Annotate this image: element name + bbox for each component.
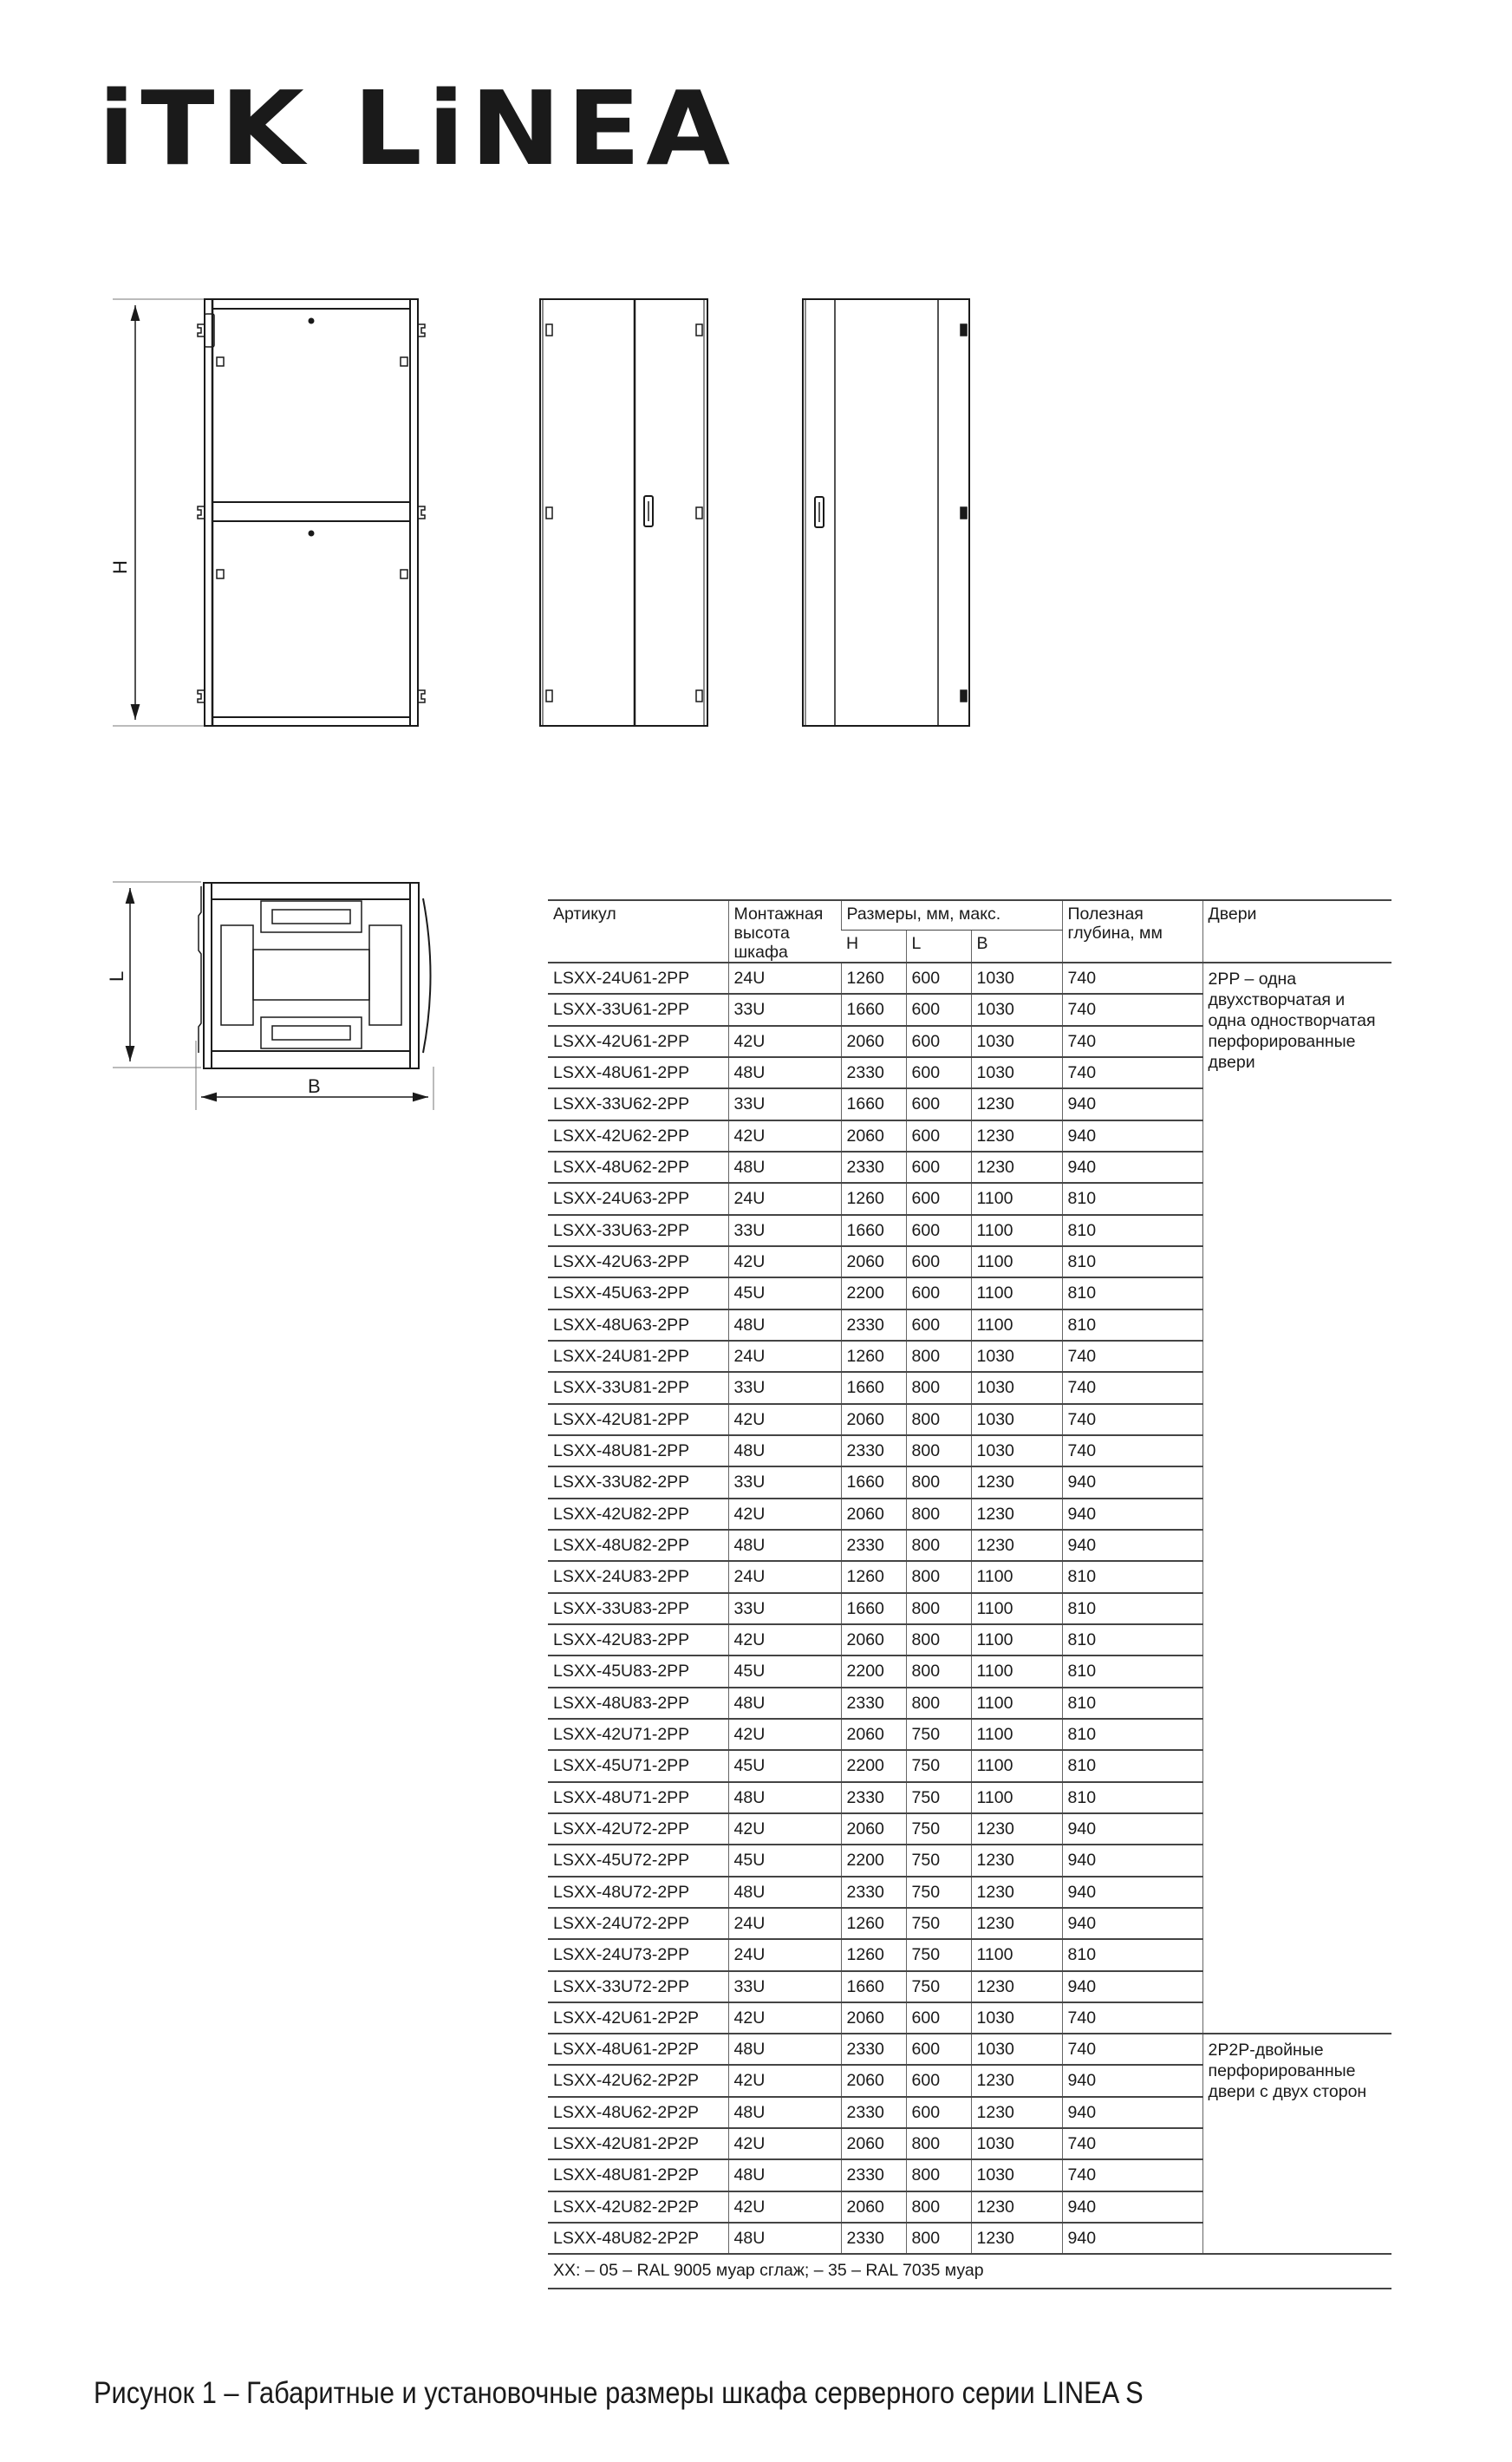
cell-useful-depth: 940 — [1062, 1088, 1202, 1120]
cell-article: LSXX-24U73-2PP — [548, 1939, 728, 1970]
cell-useful-depth: 940 — [1062, 1971, 1202, 2002]
depth-dimension-label: L — [106, 970, 127, 982]
cell-b: 1030 — [971, 1372, 1062, 1403]
cell-b: 1100 — [971, 1719, 1062, 1750]
cell-h: 2200 — [841, 1845, 906, 1876]
cell-h: 2060 — [841, 2002, 906, 2034]
cell-mount-height: 48U — [728, 1782, 841, 1813]
cell-h: 1660 — [841, 1593, 906, 1624]
cell-article: LSXX-42U61-2PP — [548, 1026, 728, 1057]
cell-l: 600 — [906, 2065, 971, 2096]
cell-h: 2330 — [841, 2223, 906, 2254]
cell-l: 800 — [906, 1372, 971, 1403]
cell-l: 750 — [906, 1750, 971, 1781]
cell-b: 1100 — [971, 1277, 1062, 1309]
cell-b: 1030 — [971, 963, 1062, 994]
cell-b: 1100 — [971, 1183, 1062, 1214]
header-b: B — [971, 931, 1062, 963]
header-doors: Двери — [1202, 900, 1391, 963]
cell-l: 600 — [906, 2034, 971, 2065]
cell-b: 1230 — [971, 2097, 1062, 2128]
cell-h: 2330 — [841, 1309, 906, 1341]
cell-mount-height: 24U — [728, 1939, 841, 1970]
cell-l: 600 — [906, 1152, 971, 1183]
cell-article: LSXX-33U81-2PP — [548, 1372, 728, 1403]
cell-h: 2060 — [841, 1499, 906, 1530]
cell-l: 800 — [906, 2191, 971, 2223]
header-useful-depth: Полезная глубина, мм — [1062, 900, 1202, 963]
cell-article: LSXX-45U83-2PP — [548, 1655, 728, 1687]
cell-b: 1100 — [971, 1688, 1062, 1719]
cell-mount-height: 33U — [728, 1088, 841, 1120]
cell-article: LSXX-48U81-2P2P — [548, 2159, 728, 2191]
cell-b: 1100 — [971, 1655, 1062, 1687]
cell-l: 750 — [906, 1908, 971, 1939]
cell-b: 1030 — [971, 2128, 1062, 2159]
cell-mount-height: 45U — [728, 1750, 841, 1781]
cell-mount-height: 48U — [728, 1530, 841, 1561]
cell-l: 600 — [906, 1183, 971, 1214]
cell-l: 600 — [906, 2002, 971, 2034]
cell-mount-height: 42U — [728, 1026, 841, 1057]
cell-mount-height: 24U — [728, 1183, 841, 1214]
cell-b: 1230 — [971, 2223, 1062, 2254]
cell-mount-height: 24U — [728, 963, 841, 994]
cell-h: 1260 — [841, 1908, 906, 1939]
cell-article: LSXX-24U83-2PP — [548, 1561, 728, 1592]
dimensions-table — [548, 899, 1391, 2255]
cell-b: 1030 — [971, 2034, 1062, 2065]
table-row — [548, 2034, 1391, 2065]
cell-useful-depth: 740 — [1062, 963, 1202, 994]
cell-article: LSXX-48U71-2PP — [548, 1782, 728, 1813]
cell-h: 1660 — [841, 1971, 906, 2002]
cell-useful-depth: 940 — [1062, 1813, 1202, 1845]
cell-h: 2060 — [841, 1813, 906, 1845]
rear-view-drawing — [803, 299, 969, 726]
cell-h: 2060 — [841, 2191, 906, 2223]
cell-mount-height: 48U — [728, 1309, 841, 1341]
cell-b: 1230 — [971, 1530, 1062, 1561]
cell-article: LSXX-48U82-2P2P — [548, 2223, 728, 2254]
cell-useful-depth: 810 — [1062, 1782, 1202, 1813]
cell-b: 1100 — [971, 1561, 1062, 1592]
cell-mount-height: 33U — [728, 1372, 841, 1403]
cell-mount-height: 42U — [728, 1813, 841, 1845]
cell-article: LSXX-42U82-2PP — [548, 1499, 728, 1530]
header-h: H — [841, 931, 906, 963]
cell-mount-height: 45U — [728, 1277, 841, 1309]
cell-l: 750 — [906, 1719, 971, 1750]
top-view-drawing — [113, 882, 433, 1110]
cell-mount-height: 33U — [728, 1466, 841, 1498]
cell-l: 800 — [906, 1435, 971, 1466]
cell-article: LSXX-24U63-2PP — [548, 1183, 728, 1214]
cell-doors: 2P2P-двойные перфорированные двери с двух сторон — [1202, 2034, 1391, 2254]
cell-h: 2200 — [841, 1277, 906, 1309]
cell-article: LSXX-42U62-2P2P — [548, 2065, 728, 2096]
table-row — [548, 963, 1391, 994]
cell-l: 750 — [906, 1939, 971, 1970]
cell-b: 1230 — [971, 1466, 1062, 1498]
cell-h: 1260 — [841, 963, 906, 994]
cell-l: 750 — [906, 1813, 971, 1845]
cell-b: 1030 — [971, 2159, 1062, 2191]
cell-b: 1230 — [971, 1971, 1062, 2002]
cell-article: LSXX-24U61-2PP — [548, 963, 728, 994]
cell-article: LSXX-42U62-2PP — [548, 1120, 728, 1152]
cell-useful-depth: 940 — [1062, 1152, 1202, 1183]
cell-l: 800 — [906, 2223, 971, 2254]
cell-mount-height: 48U — [728, 2223, 841, 2254]
cell-useful-depth: 740 — [1062, 1341, 1202, 1372]
cell-mount-height: 42U — [728, 1120, 841, 1152]
cell-mount-height: 48U — [728, 1877, 841, 1908]
cell-useful-depth: 740 — [1062, 1026, 1202, 1057]
cell-article: LSXX-42U71-2PP — [548, 1719, 728, 1750]
cell-article: LSXX-24U81-2PP — [548, 1341, 728, 1372]
cell-useful-depth: 810 — [1062, 1624, 1202, 1655]
cell-article: LSXX-42U83-2PP — [548, 1624, 728, 1655]
cell-l: 800 — [906, 1466, 971, 1498]
cell-l: 800 — [906, 1341, 971, 1372]
cell-h: 2330 — [841, 1057, 906, 1088]
cell-useful-depth: 740 — [1062, 2128, 1202, 2159]
cell-l: 600 — [906, 1215, 971, 1246]
cell-l: 800 — [906, 1561, 971, 1592]
cell-mount-height: 48U — [728, 1435, 841, 1466]
cell-h: 2330 — [841, 2159, 906, 2191]
cell-l: 600 — [906, 994, 971, 1025]
cell-mount-height: 48U — [728, 2159, 841, 2191]
cell-l: 750 — [906, 1782, 971, 1813]
cell-mount-height: 48U — [728, 1057, 841, 1088]
cell-h: 2060 — [841, 1120, 906, 1152]
cell-b: 1230 — [971, 1813, 1062, 1845]
cell-mount-height: 45U — [728, 1655, 841, 1687]
width-dimension-label: B — [308, 1075, 321, 1097]
cell-l: 750 — [906, 1971, 971, 2002]
table-footnote: XX: – 05 – RAL 9005 муар сглаж; – 35 – RAL 7035 муар — [548, 2255, 1391, 2289]
cell-b: 1030 — [971, 1435, 1062, 1466]
cell-mount-height: 42U — [728, 2065, 841, 2096]
cell-h: 2330 — [841, 2034, 906, 2065]
cell-mount-height: 42U — [728, 1499, 841, 1530]
cell-useful-depth: 810 — [1062, 1215, 1202, 1246]
cell-mount-height: 33U — [728, 1215, 841, 1246]
cell-useful-depth: 740 — [1062, 2002, 1202, 2034]
cell-b: 1100 — [971, 1309, 1062, 1341]
cell-article: LSXX-48U62-2P2P — [548, 2097, 728, 2128]
cell-useful-depth: 810 — [1062, 1688, 1202, 1719]
cell-h: 2330 — [841, 2097, 906, 2128]
cell-b: 1100 — [971, 1782, 1062, 1813]
cell-mount-height: 42U — [728, 1719, 841, 1750]
cell-useful-depth: 810 — [1062, 1750, 1202, 1781]
cell-mount-height: 45U — [728, 1845, 841, 1876]
cell-h: 2330 — [841, 1688, 906, 1719]
cell-b: 1230 — [971, 1120, 1062, 1152]
cell-h: 2330 — [841, 1435, 906, 1466]
cell-mount-height: 42U — [728, 1246, 841, 1277]
cell-b: 1230 — [971, 1499, 1062, 1530]
cell-useful-depth: 740 — [1062, 1404, 1202, 1435]
cell-article: LSXX-42U61-2P2P — [548, 2002, 728, 2034]
cell-l: 800 — [906, 1530, 971, 1561]
cell-h: 2330 — [841, 1877, 906, 1908]
cell-b: 1230 — [971, 1908, 1062, 1939]
cell-useful-depth: 940 — [1062, 1466, 1202, 1498]
cell-useful-depth: 740 — [1062, 1435, 1202, 1466]
cell-b: 1030 — [971, 1341, 1062, 1372]
header-l: L — [906, 931, 971, 963]
cell-useful-depth: 940 — [1062, 2097, 1202, 2128]
cell-b: 1100 — [971, 1215, 1062, 1246]
cell-b: 1030 — [971, 1026, 1062, 1057]
cell-h: 1260 — [841, 1939, 906, 1970]
cell-useful-depth: 810 — [1062, 1309, 1202, 1341]
cell-mount-height: 48U — [728, 1688, 841, 1719]
cell-article: LSXX-48U81-2PP — [548, 1435, 728, 1466]
cell-h: 2330 — [841, 1530, 906, 1561]
cell-mount-height: 42U — [728, 2191, 841, 2223]
cell-mount-height: 42U — [728, 1404, 841, 1435]
cell-useful-depth: 740 — [1062, 1057, 1202, 1088]
cell-article: LSXX-33U63-2PP — [548, 1215, 728, 1246]
cell-useful-depth: 740 — [1062, 2159, 1202, 2191]
cell-article: LSXX-48U83-2PP — [548, 1688, 728, 1719]
cell-h: 2200 — [841, 1655, 906, 1687]
cell-article: LSXX-48U82-2PP — [548, 1530, 728, 1561]
header-mount-height: Монтажная высота шкафа — [728, 900, 841, 963]
cell-b: 1230 — [971, 2191, 1062, 2223]
cell-useful-depth: 810 — [1062, 1277, 1202, 1309]
cell-useful-depth: 810 — [1062, 1939, 1202, 1970]
cell-b: 1230 — [971, 1845, 1062, 1876]
cell-useful-depth: 940 — [1062, 2223, 1202, 2254]
figure-caption: Рисунок 1 – Габаритные и установочные размеры шкафа серверного серии LINEA S — [94, 2376, 1144, 2410]
cell-doors: 2PP – одна двухстворчатая и одна одностворчатая перфорированные двери — [1202, 963, 1391, 2034]
cell-h: 1260 — [841, 1341, 906, 1372]
cell-h: 1660 — [841, 1088, 906, 1120]
cell-l: 800 — [906, 1688, 971, 1719]
cell-article: LSXX-42U81-2PP — [548, 1404, 728, 1435]
cell-l: 600 — [906, 1057, 971, 1088]
cell-useful-depth: 940 — [1062, 1845, 1202, 1876]
cell-h: 2200 — [841, 1750, 906, 1781]
cell-article: LSXX-33U61-2PP — [548, 994, 728, 1025]
cell-b: 1100 — [971, 1593, 1062, 1624]
cell-b: 1230 — [971, 1088, 1062, 1120]
cell-l: 600 — [906, 963, 971, 994]
cell-mount-height: 24U — [728, 1341, 841, 1372]
cell-l: 600 — [906, 2097, 971, 2128]
cell-article: LSXX-42U82-2P2P — [548, 2191, 728, 2223]
brand-logo: iTK LiNEA — [98, 69, 736, 188]
cell-useful-depth: 940 — [1062, 1877, 1202, 1908]
cell-l: 600 — [906, 1309, 971, 1341]
cell-b: 1030 — [971, 2002, 1062, 2034]
cell-h: 2330 — [841, 1152, 906, 1183]
cell-useful-depth: 740 — [1062, 1372, 1202, 1403]
cell-article: LSXX-48U61-2PP — [548, 1057, 728, 1088]
cell-mount-height: 24U — [728, 1908, 841, 1939]
cell-useful-depth: 810 — [1062, 1246, 1202, 1277]
cell-useful-depth: 810 — [1062, 1561, 1202, 1592]
cell-useful-depth: 810 — [1062, 1719, 1202, 1750]
table-body — [548, 963, 1391, 2254]
cell-h: 2060 — [841, 1246, 906, 1277]
cell-l: 600 — [906, 1026, 971, 1057]
header-dimensions: Размеры, мм, макс. — [841, 900, 1062, 931]
cell-h: 2060 — [841, 1719, 906, 1750]
cell-useful-depth: 810 — [1062, 1593, 1202, 1624]
cell-article: LSXX-33U62-2PP — [548, 1088, 728, 1120]
cell-l: 800 — [906, 1655, 971, 1687]
cell-l: 750 — [906, 1845, 971, 1876]
cell-mount-height: 42U — [728, 1624, 841, 1655]
dimensions-table-container — [548, 899, 1391, 2289]
cell-mount-height: 24U — [728, 1561, 841, 1592]
cell-b: 1230 — [971, 1877, 1062, 1908]
cell-article: LSXX-33U72-2PP — [548, 1971, 728, 2002]
cell-mount-height: 33U — [728, 1971, 841, 2002]
cell-article: LSXX-42U81-2P2P — [548, 2128, 728, 2159]
cell-h: 2060 — [841, 2065, 906, 2096]
height-dimension-label: H — [109, 560, 131, 574]
cell-useful-depth: 810 — [1062, 1655, 1202, 1687]
cell-l: 800 — [906, 1593, 971, 1624]
cell-article: LSXX-42U63-2PP — [548, 1246, 728, 1277]
cell-useful-depth: 940 — [1062, 2065, 1202, 2096]
cell-b: 1100 — [971, 1939, 1062, 1970]
cell-h: 2060 — [841, 1404, 906, 1435]
cell-b: 1030 — [971, 994, 1062, 1025]
cell-l: 600 — [906, 1088, 971, 1120]
cell-h: 2060 — [841, 1026, 906, 1057]
header-article: Артикул — [548, 900, 728, 963]
cell-h: 2060 — [841, 2128, 906, 2159]
cell-mount-height: 42U — [728, 2002, 841, 2034]
cell-article: LSXX-24U72-2PP — [548, 1908, 728, 1939]
cell-l: 600 — [906, 1277, 971, 1309]
cell-article: LSXX-33U83-2PP — [548, 1593, 728, 1624]
cell-l: 800 — [906, 1624, 971, 1655]
cell-mount-height: 48U — [728, 2097, 841, 2128]
cell-article: LSXX-48U72-2PP — [548, 1877, 728, 1908]
side-view-drawing — [113, 299, 425, 726]
cell-l: 800 — [906, 2128, 971, 2159]
cell-h: 2060 — [841, 1624, 906, 1655]
cell-article: LSXX-45U63-2PP — [548, 1277, 728, 1309]
cell-useful-depth: 810 — [1062, 1183, 1202, 1214]
cell-h: 1660 — [841, 994, 906, 1025]
cell-article: LSXX-45U72-2PP — [548, 1845, 728, 1876]
cell-l: 600 — [906, 1120, 971, 1152]
cell-b: 1230 — [971, 2065, 1062, 2096]
cell-mount-height: 48U — [728, 2034, 841, 2065]
cell-mount-height: 42U — [728, 2128, 841, 2159]
cell-h: 2330 — [841, 1782, 906, 1813]
cell-l: 750 — [906, 1877, 971, 1908]
cell-useful-depth: 740 — [1062, 994, 1202, 1025]
cell-h: 1660 — [841, 1215, 906, 1246]
cell-h: 1260 — [841, 1561, 906, 1592]
cell-b: 1230 — [971, 1152, 1062, 1183]
cell-l: 800 — [906, 1404, 971, 1435]
cell-useful-depth: 940 — [1062, 2191, 1202, 2223]
cell-l: 800 — [906, 2159, 971, 2191]
cell-article: LSXX-48U61-2P2P — [548, 2034, 728, 2065]
front-view-drawing — [540, 299, 707, 726]
cell-b: 1100 — [971, 1624, 1062, 1655]
cell-l: 800 — [906, 1499, 971, 1530]
cell-useful-depth: 940 — [1062, 1499, 1202, 1530]
cell-h: 1660 — [841, 1372, 906, 1403]
cell-useful-depth: 940 — [1062, 1530, 1202, 1561]
cell-b: 1100 — [971, 1750, 1062, 1781]
cell-mount-height: 48U — [728, 1152, 841, 1183]
cell-mount-height: 33U — [728, 1593, 841, 1624]
cell-article: LSXX-33U82-2PP — [548, 1466, 728, 1498]
cell-h: 1260 — [841, 1183, 906, 1214]
cell-article: LSXX-48U63-2PP — [548, 1309, 728, 1341]
cell-article: LSXX-45U71-2PP — [548, 1750, 728, 1781]
cell-article: LSXX-48U62-2PP — [548, 1152, 728, 1183]
cell-b: 1030 — [971, 1404, 1062, 1435]
cell-h: 1660 — [841, 1466, 906, 1498]
cell-useful-depth: 740 — [1062, 2034, 1202, 2065]
cell-useful-depth: 940 — [1062, 1120, 1202, 1152]
cell-l: 600 — [906, 1246, 971, 1277]
cell-mount-height: 33U — [728, 994, 841, 1025]
cell-article: LSXX-42U72-2PP — [548, 1813, 728, 1845]
cell-useful-depth: 940 — [1062, 1908, 1202, 1939]
cell-b: 1100 — [971, 1246, 1062, 1277]
cell-b: 1030 — [971, 1057, 1062, 1088]
